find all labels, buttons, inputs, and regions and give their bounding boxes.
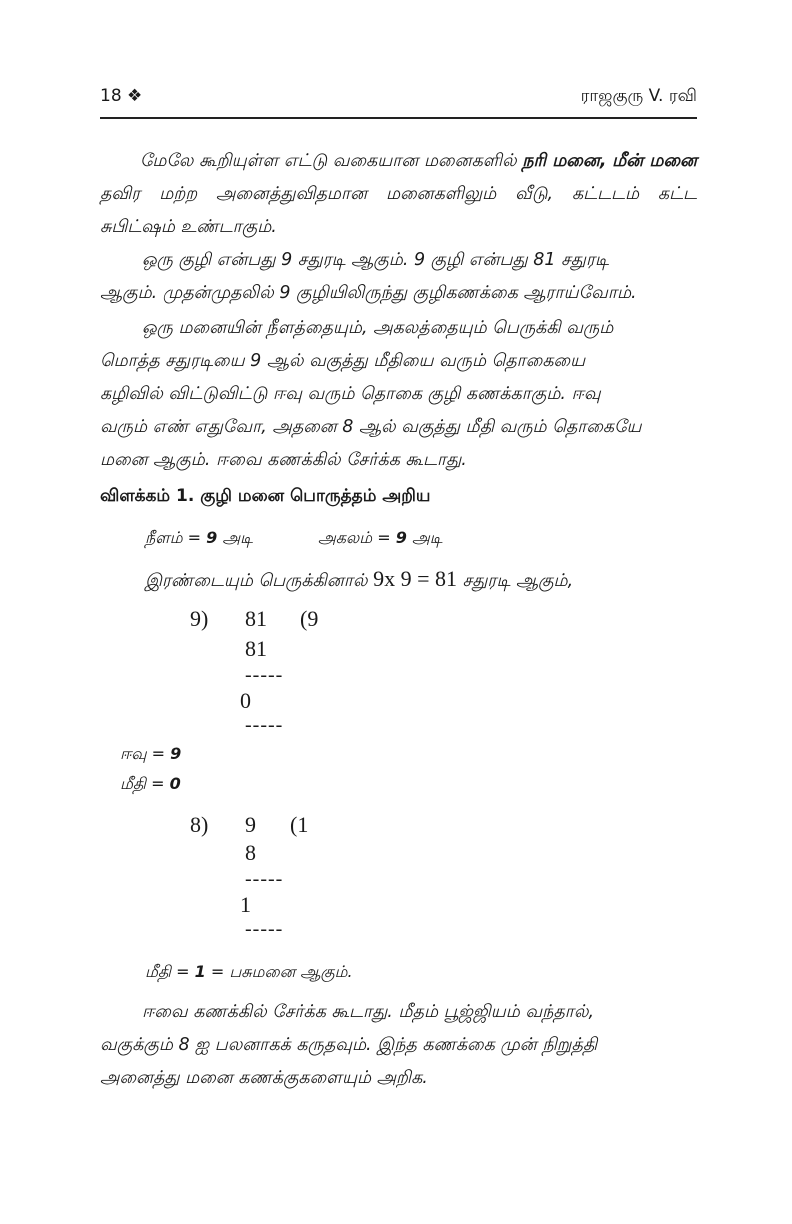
p2-line-2: ஆகும். முதன்முதலில் 9 குழியிலிருந்து குழிகணக்கை ஆராய்வோம்.	[100, 283, 637, 303]
multiply-line	[145, 566, 573, 593]
evu-line	[120, 744, 181, 765]
div2-divisor: 8)	[190, 812, 209, 837]
div2-dash-2: -----	[245, 918, 284, 940]
width-unit: அடி	[406, 528, 443, 547]
div1-subtract: 81	[245, 636, 267, 661]
p3-line-4: வரும் எண் எதுவோ, அதனை 8 ஆல் வகுத்து மீதி வரும் தொகையே	[100, 417, 642, 437]
div1-quotient: (9	[300, 606, 319, 631]
p1-text-2: தவிர மற்ற அனைத்துவிதமான மனைகளிலும் வீடு,	[100, 184, 554, 204]
length-label: நீளம் =	[145, 528, 207, 547]
final-result-suffix: = பசுமனை ஆகும்.	[205, 962, 353, 981]
final-result-value: 1	[194, 962, 206, 981]
evu-value: 9	[170, 744, 182, 763]
running-title: ராஜகுரு V. ரவி	[580, 86, 697, 106]
length-unit: அடி	[217, 528, 253, 547]
p1-bold-2: மீன் மனை	[612, 151, 697, 171]
p3-line-1: ஒரு மனையின் நீளத்தையும், அகலத்தையும் பெருக்கி வரும்	[142, 318, 614, 338]
header-rule	[100, 117, 697, 119]
multiply-suffix: சதுரடி ஆகும்,	[457, 571, 574, 591]
multiply-text: இரண்டையும் பெருக்கினால்	[145, 571, 374, 591]
div1-divisor: 9)	[190, 606, 209, 631]
div2-dash-1: -----	[245, 868, 284, 890]
p2-line-1: ஒரு குழி என்பது 9 சதுரடி ஆகும். 9 குழி என்பது 81 சதுரடி	[142, 250, 609, 270]
final-result-line	[145, 962, 353, 983]
width-line	[318, 528, 443, 549]
width-label: அகலம் =	[318, 528, 396, 547]
section-heading: விளக்கம் 1. குழி மனை பொருத்தம் அறிய	[100, 486, 431, 506]
paragraph-1	[100, 145, 697, 244]
page-number	[100, 86, 142, 106]
width-value: 9	[395, 528, 407, 547]
p3-line-5: மனை ஆகும். ஈவை கணக்கில் சேர்க்க கூடாது.	[100, 450, 467, 470]
meethi-label: மீதி =	[120, 774, 170, 793]
evu-label: ஈவு =	[120, 744, 171, 763]
meethi-value: 0	[169, 774, 181, 793]
p1-text-1: மேலே கூறியுள்ள எட்டு வகையான மனைகளில்	[140, 151, 523, 171]
div1-dash-2: -----	[245, 714, 284, 736]
page-number-text: 18	[100, 86, 122, 106]
p1-text-3: கட்டடம் கட்ட சுபிட்ஷம் உண்டாகும்.	[100, 184, 697, 237]
div1-dash-1: -----	[245, 664, 284, 686]
div1-remainder: 0	[240, 688, 251, 713]
div1-dividend: 81	[245, 606, 267, 631]
div2-dividend: 9	[245, 812, 256, 837]
length-line	[145, 528, 253, 549]
div2-subtract: 8	[245, 840, 256, 865]
p4-line-1: ஈவை கணக்கில் சேர்க்க கூடாது. மீதம் பூஜ்ஜியம் வந்தால்,	[142, 1002, 595, 1022]
multiply-expression: 9x 9 = 81	[373, 566, 457, 591]
final-result-label: மீதி =	[145, 962, 195, 981]
p4-line-3: அனைத்து மனை கணக்குகளையும் அறிக.	[100, 1068, 428, 1088]
div2-quotient: (1	[290, 812, 309, 837]
ornament-icon: ❖	[127, 86, 143, 106]
p3-line-3: கழிவில் விட்டுவிட்டு ஈவு வரும் தொகை குழி கணக்காகும். ஈவு	[100, 384, 601, 404]
meethi-line	[120, 774, 181, 795]
length-value: 9	[206, 528, 218, 547]
p1-bold-1: நரி மனை,	[522, 151, 607, 171]
p4-line-2: வகுக்கும் 8 ஐ பலனாகக் கருதவும். இந்த கணக்கை முன் நிறுத்தி	[100, 1035, 598, 1055]
div2-remainder: 1	[240, 892, 251, 917]
p3-line-2: மொத்த சதுரடியை 9 ஆல் வகுத்து மீதியை வரும் தொகையை	[100, 351, 586, 371]
